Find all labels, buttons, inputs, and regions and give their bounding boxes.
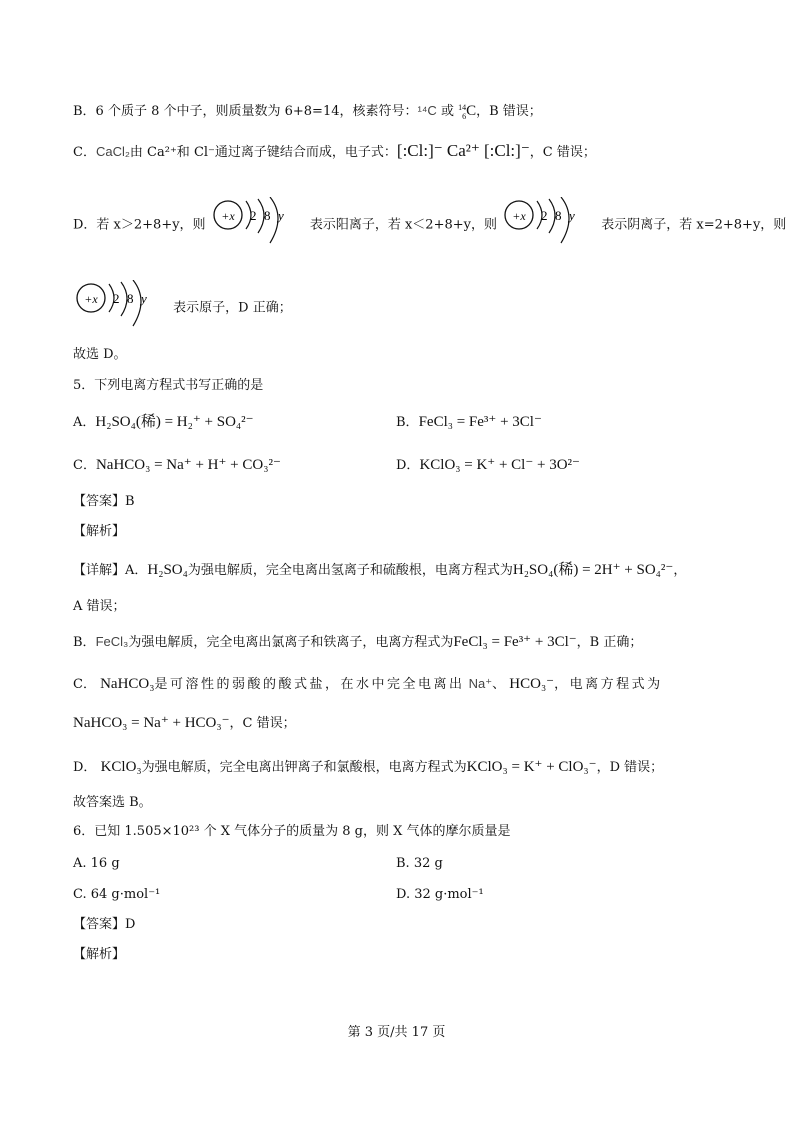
nuclide-symbol-full: 14 6C xyxy=(458,102,477,121)
q6-analysis-label: 【解析】 xyxy=(73,947,126,962)
svg-text:2: 2 xyxy=(113,291,120,306)
svg-text:+x: +x xyxy=(84,292,98,306)
q4-option-d-cont: +x 2 8 y 表示原子，D 正确； xyxy=(73,280,292,336)
q6-option-d: D. 32 g·mol⁻¹ xyxy=(396,887,484,902)
q5-detail-a-cont: A 错误； xyxy=(73,599,126,614)
svg-text:+x: +x xyxy=(512,209,526,223)
q6-stem: 6．已知 1.505×10²³ 个 X 气体分子的质量为 8 g，则 X 气体的摩尔质量是 xyxy=(73,824,511,839)
q4-option-d: D．若 x＞2+8+y，则 +x 2 8 y 表示阳离子，若 x＜2+8+y，则 +x 2 8 y 表示阴离子，若 x=2+8+y，则 xyxy=(73,197,786,253)
q6-option-b: B. 32 g xyxy=(396,856,443,871)
atom-structure-diagram xyxy=(503,197,595,253)
electron-formula-cl1: [:Cl:]⁻ xyxy=(396,141,443,160)
svg-text:8: 8 xyxy=(263,208,271,223)
q6-option-c: C. 64 g·mol⁻¹ xyxy=(73,887,161,902)
svg-text:y: y xyxy=(277,208,284,223)
atom-structure-diagram xyxy=(212,197,304,253)
svg-text:y: y xyxy=(569,208,575,223)
q6-answer: 【答案】D xyxy=(73,917,136,932)
q4-option-b: B．6 个质子 8 个中子，则质量数为 6+8=14，核素符号：¹⁴C 或 14 6C，B 错误； xyxy=(73,102,542,121)
nucleus-label: +x xyxy=(220,209,235,223)
q5-option-a: A．H₂SO₄(稀) = H₂⁺ + SO₄²⁻ xyxy=(73,414,254,430)
atom-structure-diagram xyxy=(75,280,167,336)
formula-cacl2: CaCl₂ xyxy=(95,144,130,159)
q4-option-c: C．CaCl₂由 Ca²⁺和 Cl⁻通过离子键结合而成，电子式：[:Cl:]⁻ Ca²⁺ [:Cl:]⁻，C 错误； xyxy=(73,141,596,160)
electron-formula-ca: Ca²⁺ xyxy=(446,141,480,160)
q5-option-b: B．FeCl₃ = Fe³⁺ + 3Cl⁻ xyxy=(396,414,542,430)
q5-option-d: D．KClO₃ = K⁺ + Cl⁻ + 3O²⁻ xyxy=(396,457,580,473)
q5-stem: 5．下列电离方程式书写正确的是 xyxy=(73,378,264,393)
svg-text:8: 8 xyxy=(555,208,562,223)
q5-final: 故答案选 B。 xyxy=(73,795,152,810)
page-footer: 第 3 页/共 17 页 xyxy=(347,1025,446,1040)
q5-detail-c-cont: NaHCO₃ = Na⁺ + HCO₃⁻，C 错误； xyxy=(73,715,296,731)
q4-final: 故选 D。 xyxy=(73,347,127,362)
q5-analysis-label: 【解析】 xyxy=(73,524,126,539)
q5-detail-c: C． NaHCO₃是可溶性的弱酸的酸式盐，在水中完全电离出 Na⁺、 HCO₃⁻，电离方程式为 xyxy=(73,676,663,692)
q5-option-c: C．NaHCO₃ = Na⁺ + H⁺ + CO₃²⁻ xyxy=(73,457,281,473)
q6-option-a: A. 16 g xyxy=(73,856,120,871)
q5-detail-b: B．FeCl₃为强电解质，完全电离出氯离子和铁离子，电离方程式为FeCl₃ = Fe³⁺ + 3Cl⁻，B 正确； xyxy=(73,634,643,650)
svg-text:y: y xyxy=(141,291,147,306)
nuclide-symbol: ¹⁴C xyxy=(417,103,437,118)
q5-detail-a: 【详解】A．H₂SO₄为强电解质，完全电离出氢离子和硫酸根，电离方程式为H₂SO₄(稀) = 2H⁺ + SO₄²⁻， xyxy=(73,562,687,578)
svg-text:2: 2 xyxy=(541,208,548,223)
svg-text:2: 2 xyxy=(249,208,257,223)
q5-answer: 【答案】B xyxy=(73,494,135,509)
electron-formula-cl2: [:Cl:]⁻ xyxy=(483,141,530,160)
q5-detail-d: D． KClO₃为强电解质，完全电离出钾离子和氯酸根，电离方程式为KClO₃ = K⁺ + ClO₃⁻，D 错误； xyxy=(73,759,664,775)
svg-text:8: 8 xyxy=(127,291,134,306)
